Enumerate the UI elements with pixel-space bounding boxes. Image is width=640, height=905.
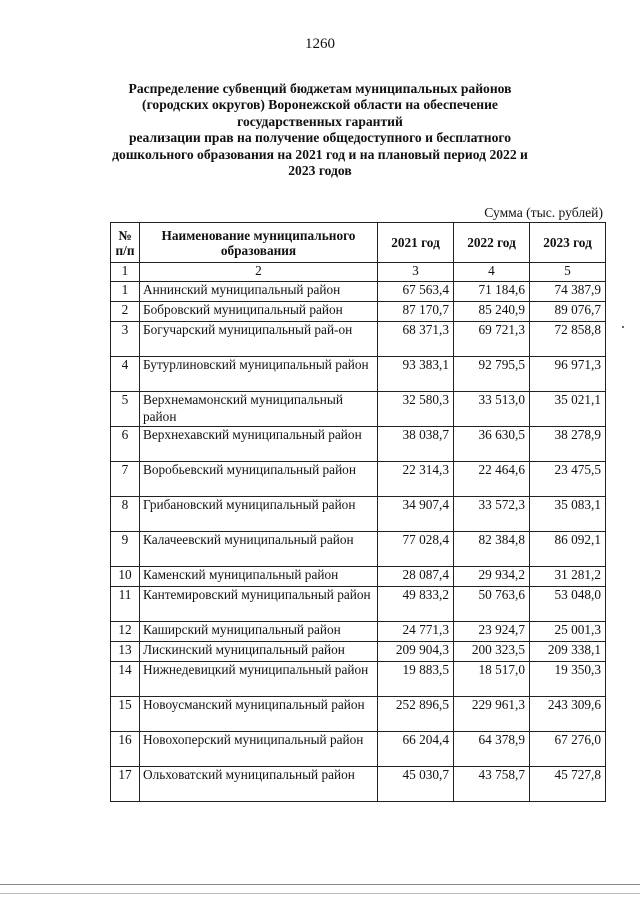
table-row — [111, 567, 606, 587]
value-2023: 38 278,9 — [530, 427, 606, 462]
title-line: государственных гарантий — [237, 113, 403, 129]
value-2021: 252 896,5 — [378, 697, 454, 732]
municipality-name: Новоусманский муниципальный район — [140, 697, 378, 732]
value-2023: 19 350,3 — [530, 662, 606, 697]
header-2022: 2022 год — [454, 223, 530, 263]
table-row — [111, 282, 606, 302]
value-2022: 82 384,8 — [454, 532, 530, 567]
value-2022: 22 464,6 — [454, 462, 530, 497]
value-2022: 69 721,3 — [454, 322, 530, 357]
column-index: 1 — [111, 263, 140, 282]
subsidy-table — [110, 222, 606, 802]
table-row — [111, 662, 606, 697]
table-row — [111, 642, 606, 662]
column-index: 2 — [140, 263, 378, 282]
scan-speck — [622, 326, 624, 328]
row-number: 13 — [111, 642, 140, 662]
value-2022: 36 630,5 — [454, 427, 530, 462]
value-2022: 92 795,5 — [454, 357, 530, 392]
table-row — [111, 532, 606, 567]
table-row — [111, 427, 606, 462]
municipality-name: Аннинский муниципальный район — [140, 282, 378, 302]
row-number: 14 — [111, 662, 140, 697]
value-2021: 87 170,7 — [378, 302, 454, 322]
table-row — [111, 322, 606, 357]
value-2022: 229 961,3 — [454, 697, 530, 732]
value-2023: 23 475,5 — [530, 462, 606, 497]
value-2023: 53 048,0 — [530, 587, 606, 622]
value-2021: 45 030,7 — [378, 767, 454, 802]
row-number: 3 — [111, 322, 140, 357]
column-index: 3 — [378, 263, 454, 282]
value-2021: 38 038,7 — [378, 427, 454, 462]
row-number: 11 — [111, 587, 140, 622]
row-number: 12 — [111, 622, 140, 642]
table-row — [111, 302, 606, 322]
page-edge-line — [0, 893, 640, 894]
value-2023: 86 092,1 — [530, 532, 606, 567]
municipality-name: Лискинский муниципальный район — [140, 642, 378, 662]
value-2021: 22 314,3 — [378, 462, 454, 497]
title-line: 2023 годов — [288, 163, 352, 179]
row-number: 4 — [111, 357, 140, 392]
row-number: 2 — [111, 302, 140, 322]
value-2023: 209 338,1 — [530, 642, 606, 662]
value-2021: 28 087,4 — [378, 567, 454, 587]
municipality-name: Бобровский муниципальный район — [140, 302, 378, 322]
table-header-row — [111, 223, 606, 263]
municipality-name: Кантемировский муниципальный район — [140, 587, 378, 622]
page-number: 1260 — [305, 36, 335, 52]
column-index-row — [111, 263, 606, 282]
row-number: 9 — [111, 532, 140, 567]
value-2021: 209 904,3 — [378, 642, 454, 662]
title-line: реализации прав на получение общедоступного и бесплатного — [128, 130, 512, 146]
value-2021: 24 771,3 — [378, 622, 454, 642]
table-row — [111, 697, 606, 732]
row-number: 5 — [111, 392, 140, 427]
value-2021: 19 883,5 — [378, 662, 454, 697]
value-2022: 50 763,6 — [454, 587, 530, 622]
value-2021: 77 028,4 — [378, 532, 454, 567]
table-row — [111, 357, 606, 392]
value-2023: 89 076,7 — [530, 302, 606, 322]
page-edge-line — [0, 884, 640, 885]
title-line: дошкольного образования на 2021 год и на плановый период 2022 и — [112, 146, 528, 162]
row-number: 7 — [111, 462, 140, 497]
value-2021: 93 383,1 — [378, 357, 454, 392]
municipality-name: Каширский муниципальный район — [140, 622, 378, 642]
municipality-name: Грибановский муниципальный район — [140, 497, 378, 532]
row-number: 16 — [111, 732, 140, 767]
value-2022: 200 323,5 — [454, 642, 530, 662]
municipality-name: Калачеевский муниципальный район — [140, 532, 378, 567]
value-2022: 71 184,6 — [454, 282, 530, 302]
municipality-name: Верхнемамонский муниципальный район — [140, 392, 378, 427]
value-2022: 18 517,0 — [454, 662, 530, 697]
value-2022: 29 934,2 — [454, 567, 530, 587]
municipality-name: Нижнедевицкий муниципальный район — [140, 662, 378, 697]
table-row — [111, 767, 606, 802]
table-row — [111, 462, 606, 497]
value-2023: 45 727,8 — [530, 767, 606, 802]
municipality-name: Воробьевский муниципальный район — [140, 462, 378, 497]
header-name: Наименование муниципального образования — [140, 223, 378, 263]
value-2021: 68 371,3 — [378, 322, 454, 357]
table-row — [111, 732, 606, 767]
row-number: 17 — [111, 767, 140, 802]
value-2022: 64 378,9 — [454, 732, 530, 767]
municipality-name: Каменский муниципальный район — [140, 567, 378, 587]
header-num: № п/п — [111, 223, 140, 263]
municipality-name: Бутурлиновский муниципальный район — [140, 357, 378, 392]
value-2023: 74 387,9 — [530, 282, 606, 302]
value-2023: 96 971,3 — [530, 357, 606, 392]
value-2022: 33 513,0 — [454, 392, 530, 427]
value-2023: 25 001,3 — [530, 622, 606, 642]
column-index: 5 — [530, 263, 606, 282]
table-row — [111, 392, 606, 427]
row-number: 10 — [111, 567, 140, 587]
municipality-name: Ольховатский муниципальный район — [140, 767, 378, 802]
table-row — [111, 497, 606, 532]
value-2022: 85 240,9 — [454, 302, 530, 322]
header-2021: 2021 год — [378, 223, 454, 263]
value-2022: 23 924,7 — [454, 622, 530, 642]
value-2023: 35 083,1 — [530, 497, 606, 532]
title-line: Распределение субвенций бюджетам муниципальных районов — [128, 81, 512, 96]
title-line: (городских округов) Воронежской области на обеспечение — [142, 97, 498, 113]
value-2021: 34 907,4 — [378, 497, 454, 532]
municipality-name: Верхнехавский муниципальный район — [140, 427, 378, 462]
value-2023: 243 309,6 — [530, 697, 606, 732]
document-title — [100, 81, 540, 179]
row-number: 1 — [111, 282, 140, 302]
table-row — [111, 587, 606, 622]
value-2023: 31 281,2 — [530, 567, 606, 587]
value-2021: 66 204,4 — [378, 732, 454, 767]
value-2022: 43 758,7 — [454, 767, 530, 802]
row-number: 15 — [111, 697, 140, 732]
row-number: 6 — [111, 427, 140, 462]
column-index: 4 — [454, 263, 530, 282]
table-row — [111, 622, 606, 642]
value-2022: 33 572,3 — [454, 497, 530, 532]
value-2023: 72 858,8 — [530, 322, 606, 357]
units-caption: Сумма (тыс. рублей) — [484, 205, 603, 220]
header-2023: 2023 год — [530, 223, 606, 263]
value-2023: 35 021,1 — [530, 392, 606, 427]
value-2023: 67 276,0 — [530, 732, 606, 767]
row-number: 8 — [111, 497, 140, 532]
municipality-name: Новохоперский муниципальный район — [140, 732, 378, 767]
value-2021: 49 833,2 — [378, 587, 454, 622]
value-2021: 32 580,3 — [378, 392, 454, 427]
municipality-name: Богучарский муниципальный рай-он — [140, 322, 378, 357]
value-2021: 67 563,4 — [378, 282, 454, 302]
